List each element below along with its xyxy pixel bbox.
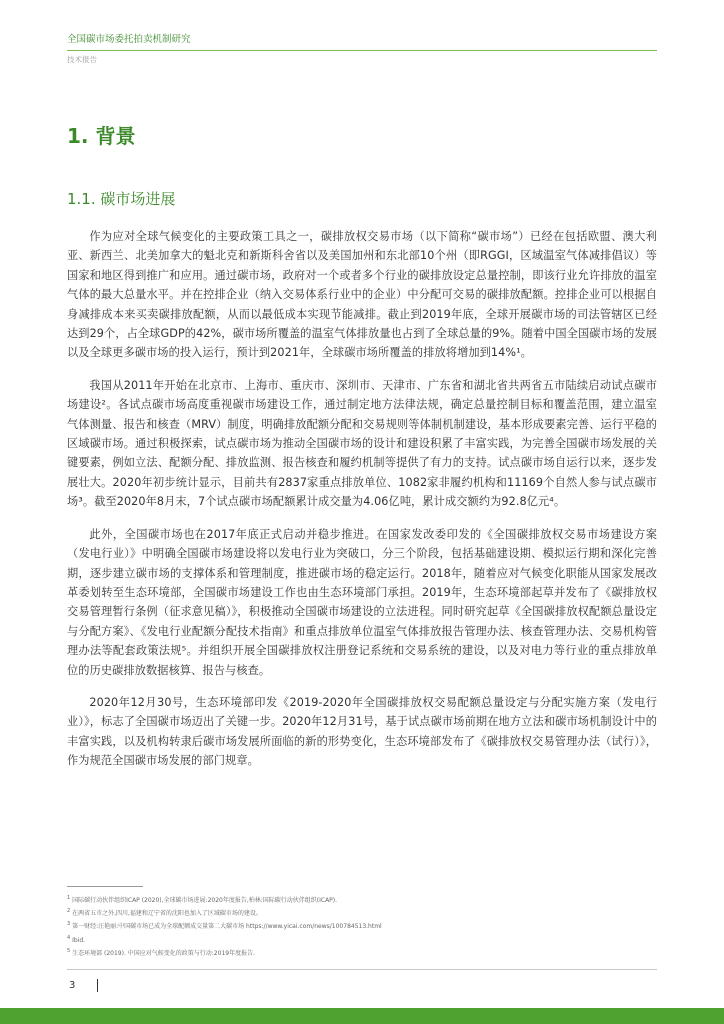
paragraph: 此外，全国碳市场也在2017年底正式启动并稳步推进。在国家发改委印发的《全国碳排放权交易市场建设方案（发电行业）》中明确全国碳市场建设将以发电行业为突破口，分三个阶段，包括基础建设期、模拟运行期和深化完善期，逐步建立碳市场的支撑体系和管理制度，推进碳市场的稳定运行。2018年，随着应对气候变化职能从国家发展改革委划转至生态环境部，全国碳市场建设工作也由生态环境部门承担。2019年，生态环境部起草并发布了《碳排放权交易管理暂行条例（征求意见稿）》，积极推动全国碳市场建设的立法进程。同时研究起草《全国碳排放权配额总量设定与分配方案》、《发电行业配额分配技术指南》和重点排放单位温室气体排放报告管理办法、核查管理办法、交易机构管理办法等配套政策法规⁵。并组织开展全国碳排放权注册登记系统和交易系统的建设，以及对电力等行业的重点排放单位的历史碳排放数据核算、报告与核查。: [67, 527, 657, 677]
section-heading: 1. 背景: [67, 124, 136, 148]
body-text: [67, 227, 657, 784]
footnote-text: Ibid.: [72, 936, 86, 944]
footnote: [67, 906, 657, 919]
subsection-heading: 1.1. 碳市场进展: [67, 190, 176, 208]
footer-rule: [67, 969, 657, 970]
footnote: [67, 933, 657, 946]
page-number: 3: [69, 980, 76, 991]
footnote: [67, 893, 657, 906]
footnote-text: 国际碳行动伙伴组织ICAP (2020),全球碳市场进展:2020年度报告,柏林:国际碳行动伙伴组织(ICAP).: [72, 897, 338, 904]
footnote-text: 第一财经:汪艳丽:中国碳市场已成为全球配额成交量第二大碳市场 https://www.yicai.com/news/100784513.html: [72, 923, 382, 931]
footer-green-bar: [0, 1008, 724, 1024]
paragraph: 作为应对全球气候变化的主要政策工具之一，碳排放权交易市场（以下简称“碳市场”）已经在包括欧盟、澳大利亚、新西兰、北美加拿大的魁北克和新斯科舍省以及美国加州和东北部10个州（即RGGI，区域温室气体减排倡议）等国家和地区得到推广和应用。通过碳市场，政府对一个或者多个行业的碳排放设定总量控制，即该行业允许排放的温室气体的最大总量水平。并在控排企业（纳入交易体系行业中的企业）中分配可交易的碳排放配额。控排企业可以根据自身减排成本来买卖碳排放配额，从而以最低成本实现节能减排。截止到2019年底，全球开展碳市场的司法管辖区已经达到29个，占全球GDP的42%，碳市场所覆盖的温室气体排放量也占到了全球总量的9%。随着中国全国碳市场的发展以及全球更多碳市场的投入运行，预计到2021年，全球碳市场所覆盖的排放将增加到14%¹。: [67, 230, 657, 360]
report-subtitle: 技术报告: [67, 55, 97, 64]
page-header: [67, 34, 657, 68]
footnote-number: 2: [67, 908, 71, 915]
footnote-number: 3: [67, 921, 71, 928]
footnote-number: 5: [67, 947, 71, 954]
footnotes: [67, 893, 657, 959]
footnote: [67, 919, 657, 932]
paragraph: 2020年12月30号，生态环境部印发《2019-2020年全国碳排放权交易配额总量设定与分配实施方案（发电行业）》，标志了全国碳市场迈出了关键一步。2020年12月31号，基于试点碳市场前期在地方立法和碳市场机制设计中的丰富实践，以及机构转隶后碳市场发展所面临的新的形势变化，生态环境部发布了《碳排放权交易管理办法（试行）》，作为规范全国碳市场发展的部门规章。: [67, 695, 657, 768]
footnote-number: 4: [67, 934, 71, 941]
report-title: 全国碳市场委托拍卖机制研究: [67, 34, 191, 45]
footnote-text: 生态环境部 (2019). 中国应对气候变化的政策与行动:2019年度报告.: [72, 949, 255, 957]
page-number-separator: [97, 979, 98, 992]
header-rule: [67, 50, 657, 51]
footnote: [67, 946, 657, 959]
paragraph: 我国从2011年开始在北京市、上海市、重庆市、深圳市、天津市、广东省和湖北省共两省五市陆续启动试点碳市场建设²。各试点碳市场高度重视碳市场建设工作，通过制定地方法律法规，确定总量控制目标和覆盖范围，建立温室气体测量、报告和核查（MRV）制度，明确排放配额分配和交易规则等体制机制建设，基本形成要素完善、运行平稳的区域碳市场。通过积极探索，试点碳市场为推动全国碳市场的设计和建设积累了丰富实践，为完善全国碳市场发展的关键要素，例如立法、配额分配、排放监测、报告核查和履约机制等提供了有力的支持。试点碳市场自运行以来，逐步发展壮大。2020年初步统计显示，目前共有2837家重点排放单位、1082家非履约机构和11169个自然人参与试点碳市场³。截至2020年8月末，7个试点碳市场配额累计成交量为4.06亿吨，累计成交额约为92.8亿元⁴。: [67, 378, 657, 509]
footnote-number: 1: [67, 895, 71, 901]
footnote-text: 在两省五市之外,四川,福建和辽宁省的沈阳也加入了区域碳市场的建设。: [72, 910, 262, 918]
footnote-rule: [67, 886, 143, 887]
